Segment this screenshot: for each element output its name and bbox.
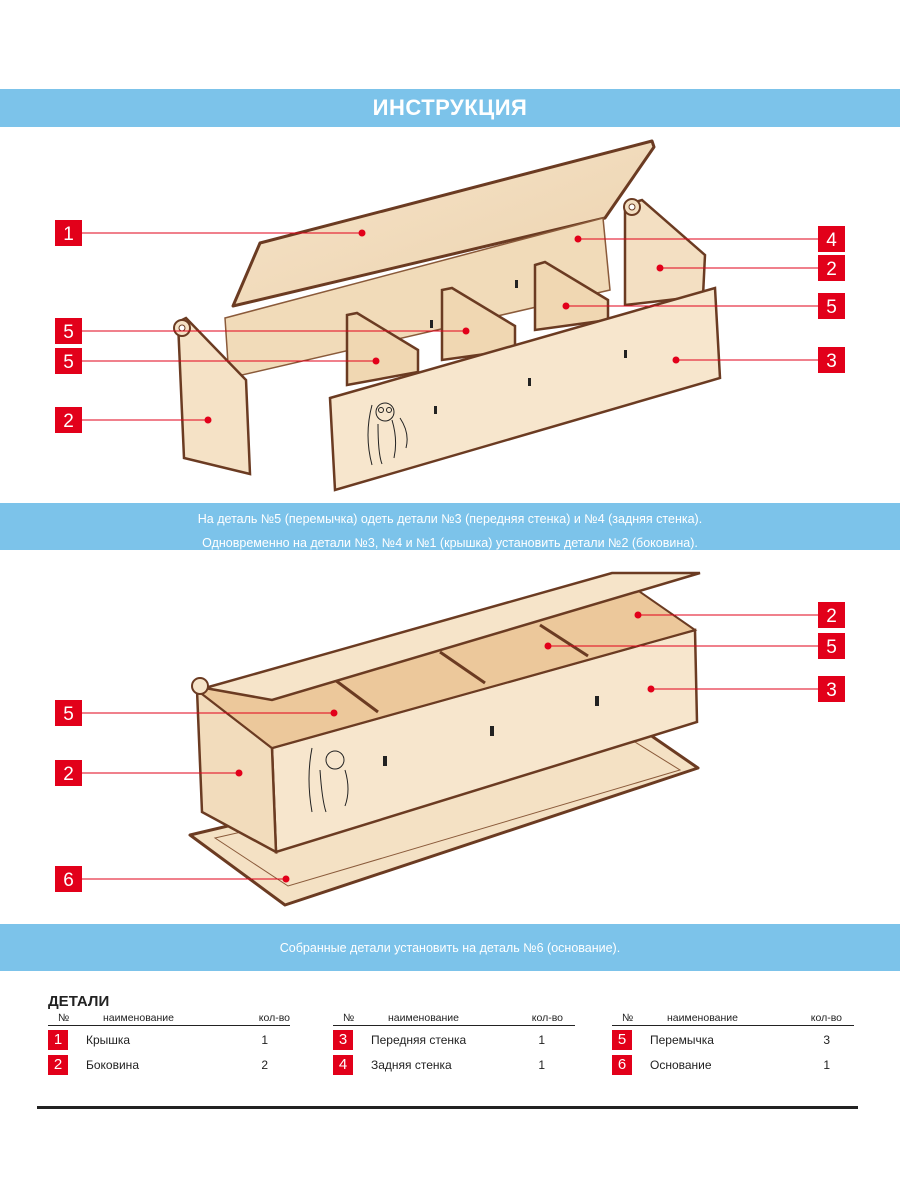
parts-row [48,1051,290,1076]
parts-column-2 [333,1012,575,1076]
callout-5c [818,293,845,319]
part-number-badge: 6 [612,1055,632,1075]
part-number-badge: 1 [48,1030,68,1050]
parts-heading: ДЕТАЛИ [48,993,110,1010]
step2-caption: Собранные детали установить на деталь №6 (основание). [279,941,621,955]
callout-5d [55,700,82,726]
part-number-badge: 2 [48,1055,68,1075]
svg-text:6: 6 [63,870,74,891]
svg-text:3: 3 [826,351,837,372]
step2-caption-band [0,924,900,971]
part-name: Задняя стенка [371,1058,452,1072]
parts-column-1 [48,1012,290,1076]
callout-1 [55,220,82,246]
part-name: Основание [650,1058,712,1072]
svg-text:5: 5 [63,352,74,373]
parts-row [612,1051,854,1076]
title-band [0,89,900,127]
header-name: наименование [103,1012,175,1024]
callout-6 [55,866,82,892]
parts-row [333,1051,575,1076]
part-name: Крышка [86,1033,131,1047]
part-qty: 3 [823,1033,830,1047]
right-side-panel [625,200,705,305]
part-qty: 2 [261,1058,268,1072]
step1-caption-line2: Одновременно на детали №3, №4 и №1 (крышка) установить детали №2 (боковина). [202,536,698,550]
svg-text:2: 2 [63,411,74,432]
parts-row [333,1026,575,1051]
svg-text:5: 5 [826,297,837,318]
parts-row [612,1026,854,1051]
assembled-view-illustration [0,552,900,922]
parts-header [612,1012,854,1026]
header-name: наименование [667,1012,739,1024]
svg-text:4: 4 [826,230,837,251]
header-qty: кол-во [810,1012,842,1024]
page-title: ИНСТРУКЦИЯ [372,95,528,120]
svg-text:1: 1 [63,224,74,245]
part-qty: 1 [261,1033,268,1047]
header-no: № [58,1012,70,1024]
parts-column-3 [612,1012,854,1076]
svg-text:5: 5 [826,637,837,658]
svg-text:2: 2 [63,764,74,785]
part-number-badge: 4 [333,1055,353,1075]
header-qty: кол-во [258,1012,290,1024]
exploded-view-illustration [0,130,900,502]
part-qty: 1 [823,1058,830,1072]
callout-2c [55,760,82,786]
bottom-divider [37,1106,858,1109]
part-qty: 1 [538,1033,545,1047]
header-qty: кол-во [531,1012,563,1024]
svg-text:5: 5 [63,704,74,725]
part-number-badge: 5 [612,1030,632,1050]
callout-5a [55,318,82,344]
parts-row [48,1026,290,1051]
callout-2d [818,602,845,628]
step1-caption-line1: На деталь №5 (перемычка) одеть детали №3 (передняя стенка) и №4 (задняя стенка). [197,512,703,526]
header-no: № [343,1012,355,1024]
svg-text:2: 2 [826,606,837,627]
callout-3 [818,347,845,373]
callout-5e [818,633,845,659]
svg-text:3: 3 [826,680,837,701]
header-name: наименование [388,1012,460,1024]
part-name: Боковина [86,1058,139,1072]
header-no: № [622,1012,634,1024]
svg-text:5: 5 [63,322,74,343]
svg-text:2: 2 [826,259,837,280]
parts-header [333,1012,575,1026]
callout-3b [818,676,845,702]
callout-5b [55,348,82,374]
callout-4 [818,226,845,252]
part-number-badge: 3 [333,1030,353,1050]
callout-2a [55,407,82,433]
part-name: Передняя стенка [371,1033,467,1047]
part-name: Перемычка [650,1033,714,1047]
step1-caption-band [0,503,900,550]
callout-2b [818,255,845,281]
parts-header [48,1012,290,1026]
part-qty: 1 [538,1058,545,1072]
